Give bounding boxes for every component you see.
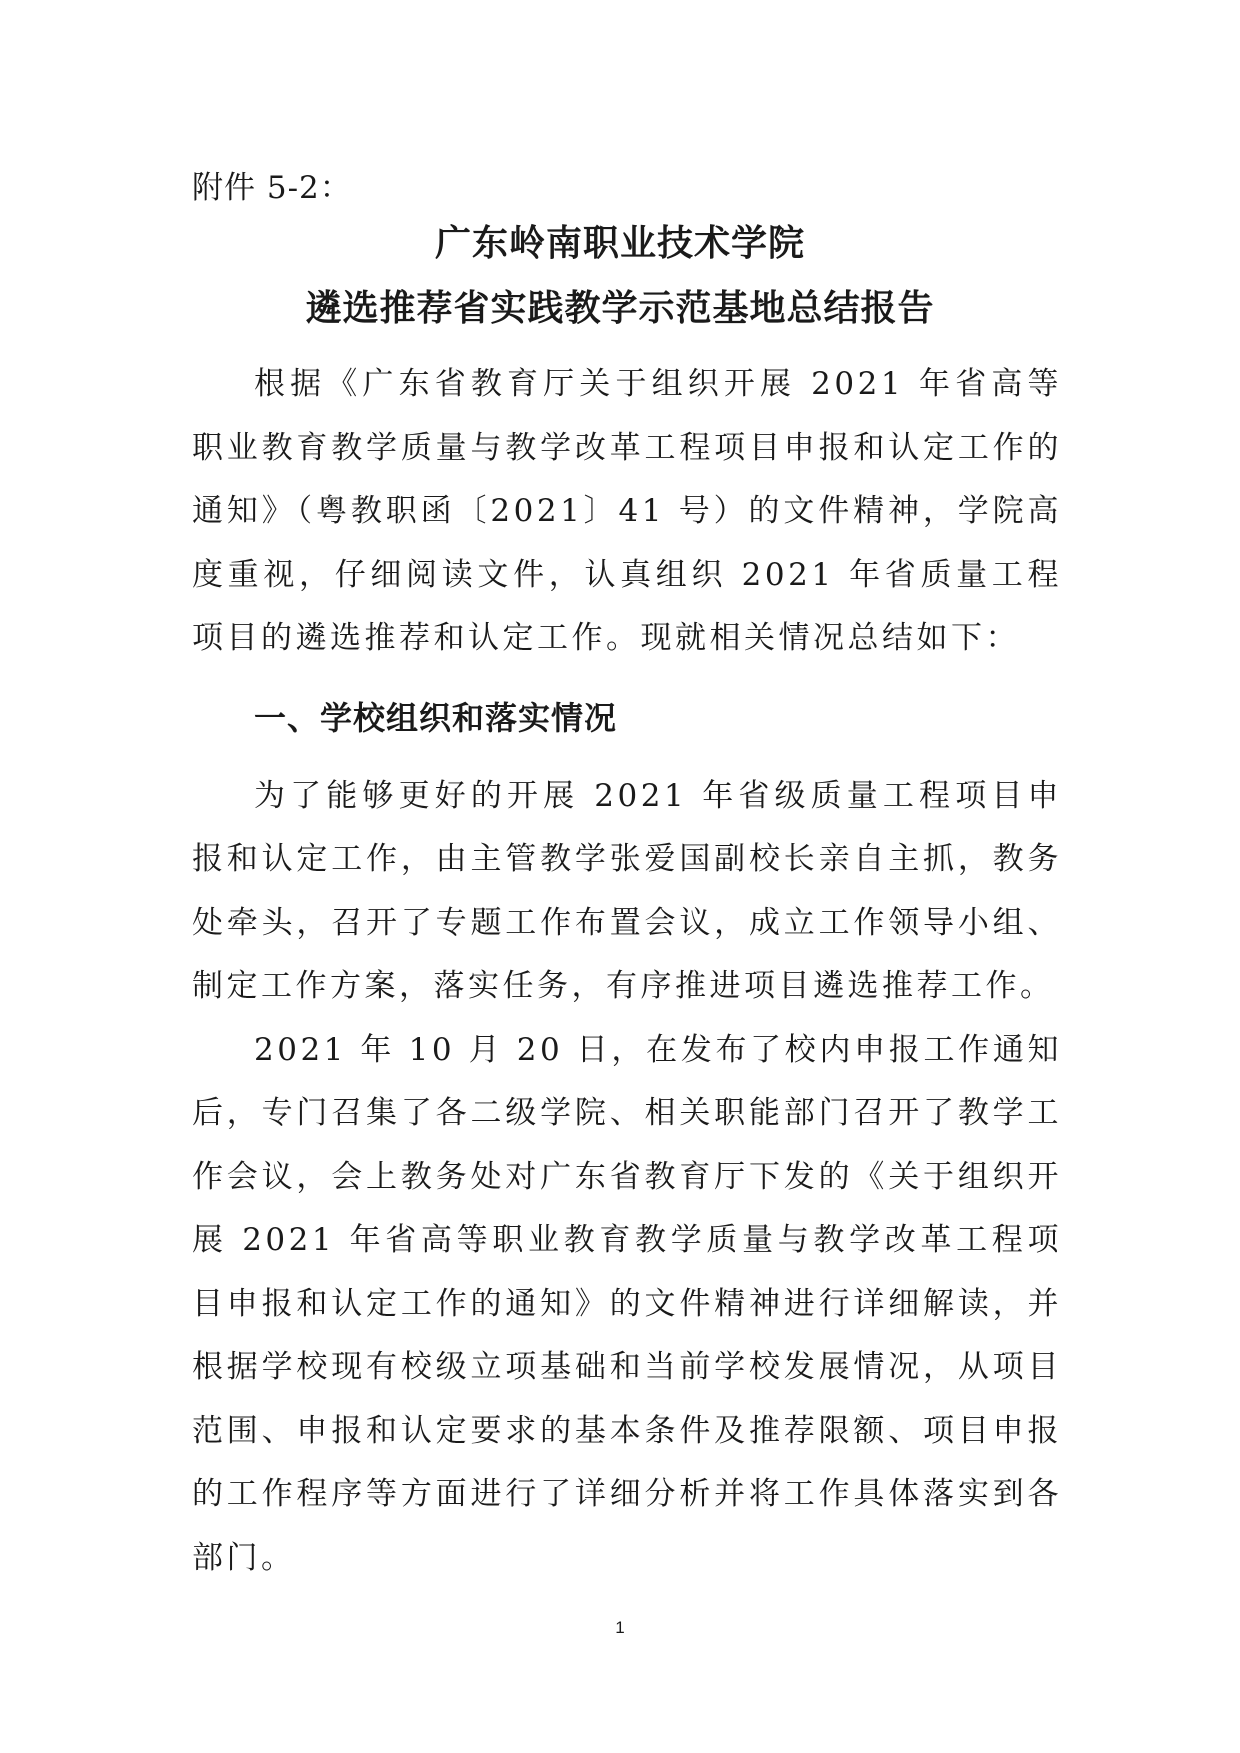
section-paragraph: 2021 年 10 月 20 日，在发布了校内申报工作通知后，专门召集了各二级学院、相关职能部门召开了教学工作会议，会上教务处对广东省教育厅下发的《关于组织开展 2021 年省高等职业教育教学质量与教学改革工程项目申报和认定工作的通知》的文件精神进行详细解读，并根据学校现有校级立项基础和当前学校发展情况，从项目范围、申报和认定要求的基本条件及推荐限额、项目申报的工作程序等方面进行了详细分析并将工作具体落实到各部门。: [192, 1031, 1062, 1576]
document-title-line-2: 遴选推荐省实践教学示范基地总结报告: [305, 287, 935, 329]
attachment-label: 附件 5-2：: [192, 170, 352, 206]
section-heading: 一、学校组织和落实情况: [254, 698, 618, 737]
section-paragraph: 为了能够更好的开展 2021 年省级质量工程项目申报和认定工作，由主管教学张爱国副校长亲自主抓，教务处牵头，召开了专题工作布置会议，成立工作领导小组、制定工作方案，落实任务，有序推进项目遴选推荐工作。: [192, 777, 1062, 1004]
intro-paragraph: 根据《广东省教育厅关于组织开展 2021 年省高等职业教育教学质量与教学改革工程项目申报和认定工作的通知》（粤教职函〔2021〕41 号）的文件精神，学院高度重视，仔细阅读文件，认真组织 2021 年省质量工程项目的遴选推荐和认定工作。现就相关情况总结如下：: [192, 366, 1062, 656]
document-body: [192, 353, 1062, 1590]
document-title-line-1: 广东岭南职业技术学院: [434, 222, 805, 264]
page-number: 1: [615, 1618, 625, 1637]
